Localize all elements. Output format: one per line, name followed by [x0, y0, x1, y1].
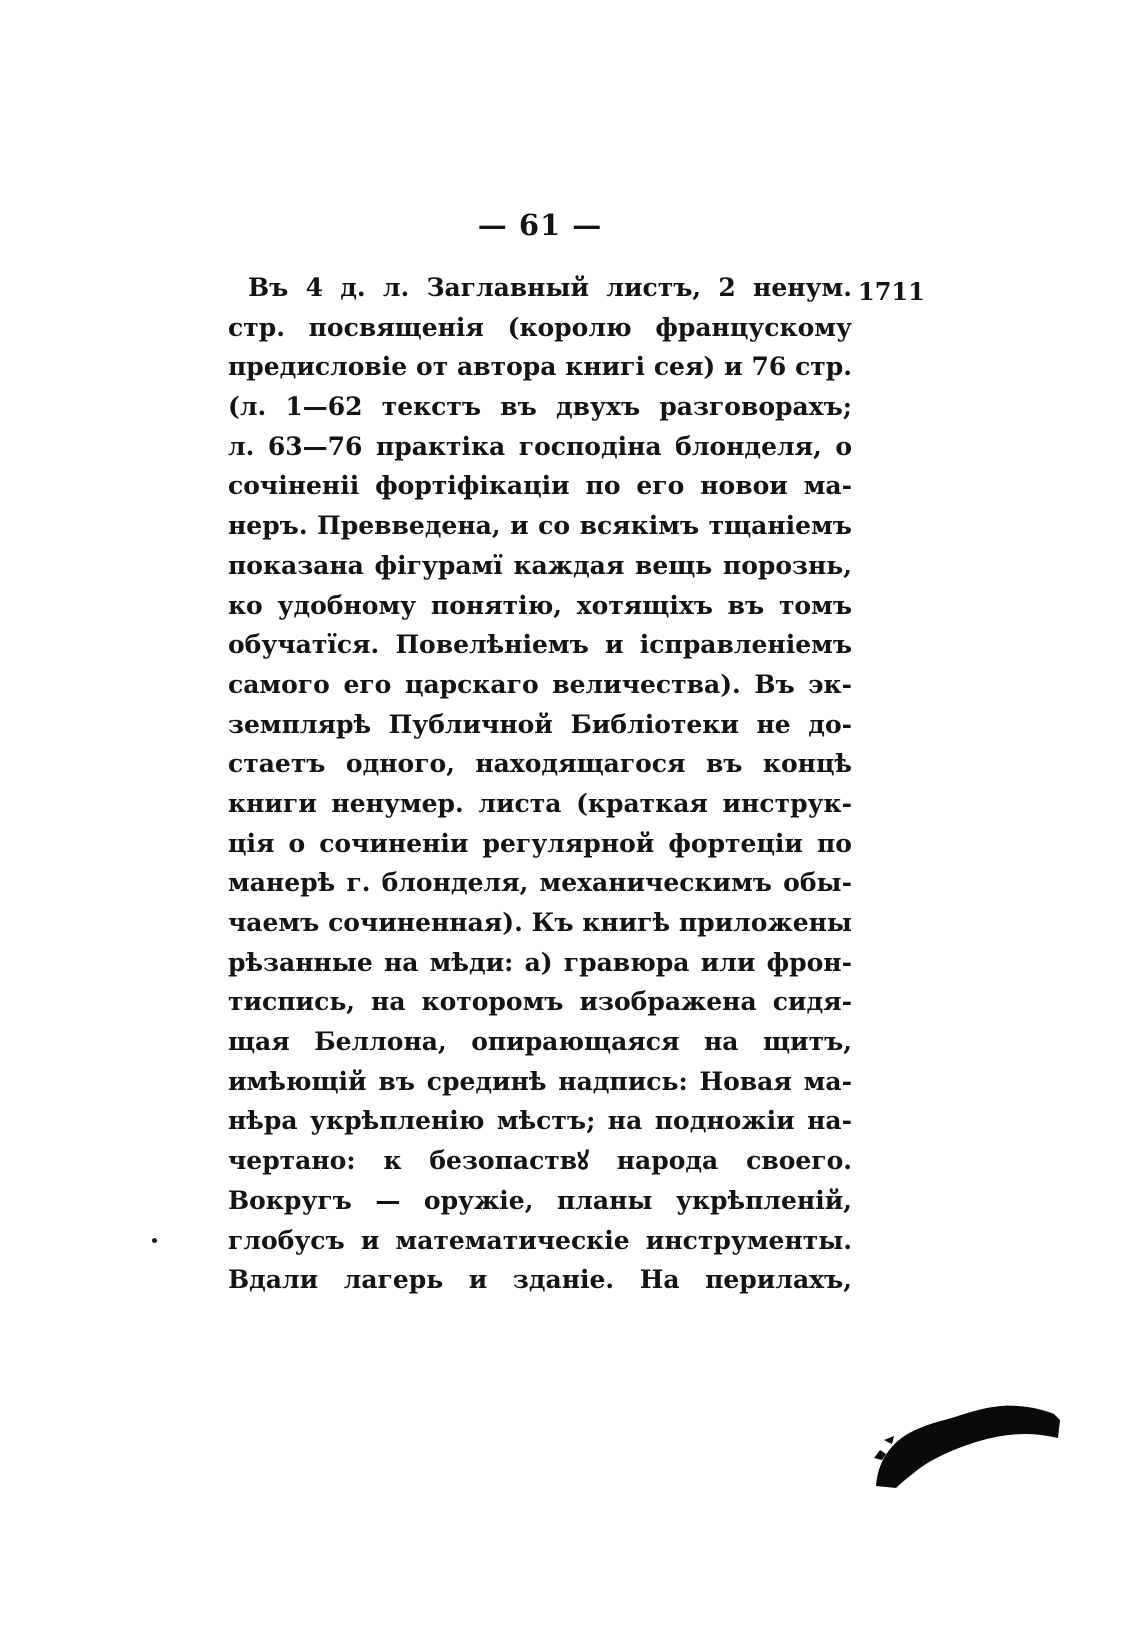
stray-ink-dot: [152, 1238, 157, 1243]
text-word: 76: [751, 352, 787, 382]
text-word: Заглавный: [426, 273, 590, 302]
text-word: Беллона,: [314, 1027, 447, 1057]
text-word: обучатїся.: [228, 630, 380, 660]
text-word: показана: [228, 550, 364, 580]
text-word: 4: [305, 273, 323, 302]
text-word: Вдали: [228, 1265, 319, 1295]
text-word: изображена: [579, 987, 757, 1017]
text-word: самого: [228, 669, 330, 699]
text-word: Вокругъ: [228, 1185, 352, 1215]
text-word: ісправленіемъ: [639, 630, 852, 660]
text-word: неръ.: [228, 511, 308, 541]
text-line: [228, 1101, 852, 1141]
text-word: регулярной: [482, 828, 655, 858]
text-word: Публичной: [388, 709, 553, 739]
text-word: на: [383, 947, 419, 977]
text-line: [228, 1062, 852, 1102]
text-word: фігурамї: [374, 550, 503, 580]
text-word: укрѣпленій,: [675, 1185, 852, 1215]
text-word: перилахъ,: [705, 1265, 852, 1295]
text-word: стр.: [795, 352, 852, 382]
text-word: тиспись,: [228, 987, 355, 1017]
text-word: до-: [808, 709, 852, 739]
text-word: земплярѣ: [228, 709, 372, 739]
text-line: [228, 387, 852, 427]
text-word: 63—76: [267, 431, 363, 461]
text-word: народа: [616, 1146, 719, 1176]
text-word: концѣ: [762, 749, 852, 779]
text-word: ція: [228, 828, 275, 858]
text-word: въ: [727, 590, 765, 620]
text-word: Библіотеки: [570, 709, 739, 739]
text-line: [228, 466, 852, 506]
text-word: чертано:: [228, 1146, 356, 1176]
text-word: господіна: [518, 431, 662, 461]
text-word: тщаніемъ: [708, 511, 852, 541]
text-word: въ: [705, 749, 743, 779]
text-line: [228, 1022, 852, 1062]
text-word: на: [371, 987, 406, 1017]
text-word: каждая: [513, 550, 625, 580]
text-line: [228, 665, 852, 705]
text-word: новои: [700, 471, 788, 501]
text-word: 2: [718, 273, 736, 302]
text-word: удобному: [277, 590, 417, 620]
text-line: [228, 586, 852, 626]
text-word: л.: [228, 431, 255, 461]
text-word: Новая: [699, 1066, 792, 1096]
text-word: фортеціи: [668, 828, 803, 858]
text-word: ненум.: [753, 273, 852, 302]
text-word: на: [703, 1027, 739, 1057]
text-line: [228, 268, 852, 308]
text-word: щитъ,: [763, 1027, 852, 1057]
text-word: и: [360, 1225, 380, 1255]
text-line: [228, 824, 852, 864]
text-word: по: [816, 828, 852, 858]
text-word: не: [756, 709, 791, 739]
text-word: надпись:: [558, 1066, 688, 1096]
text-word: срединѣ: [426, 1066, 547, 1096]
text-line: [228, 784, 852, 824]
text-word: ма-: [803, 471, 852, 501]
text-line: [228, 506, 852, 546]
text-word: посвященія: [308, 312, 484, 342]
text-line: [228, 308, 852, 348]
text-line: [228, 1181, 852, 1221]
text-word: г.: [346, 868, 371, 898]
text-word: предисловіе: [228, 352, 408, 382]
text-word: механическимъ: [539, 868, 772, 898]
text-word: инструк-: [722, 788, 852, 818]
text-word: хотящіхъ: [576, 590, 713, 620]
text-word: въ: [378, 1066, 415, 1096]
text-word: чаемъ: [228, 908, 320, 937]
text-word: стаетъ: [228, 749, 326, 779]
text-line: [228, 863, 852, 903]
text-word: На: [639, 1265, 680, 1295]
text-word: сея): [653, 352, 716, 382]
text-word: от: [416, 352, 449, 382]
text-word: зданіе.: [512, 1265, 615, 1295]
text-word: томъ: [778, 590, 852, 620]
text-word: инструменты.: [645, 1225, 852, 1255]
text-line: [228, 1141, 852, 1181]
text-word: которомъ: [421, 987, 564, 1017]
text-word: приложены: [678, 908, 852, 937]
text-line: [228, 903, 852, 943]
text-word: и: [510, 511, 529, 541]
text-word: к: [383, 1146, 402, 1176]
text-word: понятію,: [430, 590, 562, 620]
text-word: Въ: [754, 669, 795, 699]
text-word: одного,: [345, 749, 455, 779]
text-word: Въ: [248, 273, 289, 302]
text-word: мѣди:: [429, 947, 514, 977]
text-word: манерѣ: [228, 868, 336, 898]
text-word: величества).: [552, 669, 741, 699]
text-word: (королю: [507, 312, 632, 342]
text-word: порознь,: [722, 550, 852, 580]
text-word: опирающаяся: [471, 1027, 680, 1057]
text-word: блонделя,: [675, 431, 822, 461]
text-word: 1—62: [285, 392, 363, 422]
text-word: своего.: [746, 1146, 852, 1176]
text-word: обы-: [783, 868, 852, 898]
text-word: царскаго: [405, 669, 539, 699]
text-word: разговорахъ;: [659, 392, 852, 422]
text-word: на: [607, 1106, 643, 1136]
text-line: [228, 1260, 852, 1300]
text-line: [228, 744, 852, 784]
text-word: лагерь: [343, 1265, 444, 1295]
text-word: о: [288, 828, 306, 858]
text-word: щая: [228, 1027, 290, 1057]
text-line: [228, 1221, 852, 1261]
text-word: сочиненная).: [328, 908, 523, 937]
text-word: его: [636, 471, 685, 501]
text-word: гравюра: [563, 947, 690, 977]
text-word: Повелѣніемъ: [395, 630, 589, 660]
text-word: ма-: [803, 1066, 852, 1096]
text-word: двухъ: [556, 392, 641, 422]
text-word: и: [468, 1265, 488, 1295]
text-word: сочиненіи: [319, 828, 469, 858]
text-word: о: [835, 431, 852, 461]
text-line: [228, 705, 852, 745]
text-word: подножіи: [654, 1106, 795, 1136]
text-word: Къ: [531, 908, 574, 937]
text-word: ненумер.: [331, 788, 464, 818]
text-word: рѣзанные: [228, 947, 373, 977]
text-line: [228, 982, 852, 1022]
text-word: книги: [228, 788, 317, 818]
text-word: листъ,: [606, 273, 702, 302]
text-word: францускому: [655, 312, 852, 342]
text-word: Превведена,: [317, 511, 501, 541]
text-word: на-: [807, 1106, 852, 1136]
text-word: математическіе: [395, 1225, 630, 1255]
text-line: [228, 546, 852, 586]
text-word: (л.: [228, 392, 267, 422]
text-word: со: [538, 511, 571, 541]
text-word: планы: [556, 1185, 653, 1215]
text-word: оружіе,: [423, 1185, 534, 1215]
text-word: его: [343, 669, 392, 699]
text-word: листа: [478, 788, 562, 818]
ink-blot-mark: [872, 1398, 1062, 1490]
text-word: безопаствꙋ: [429, 1146, 589, 1176]
text-word: нѣра: [228, 1106, 298, 1136]
body-text: [228, 268, 852, 1300]
text-word: и: [724, 352, 743, 382]
text-word: фортіфікаціи: [375, 471, 570, 501]
text-word: книгѣ: [582, 908, 671, 937]
text-word: вещь: [634, 550, 713, 580]
text-line: [228, 347, 852, 387]
text-word: текстъ: [381, 392, 482, 422]
text-line: [228, 427, 852, 467]
text-word: фрон-: [766, 947, 852, 977]
text-word: эк-: [808, 669, 852, 699]
text-word: (краткая: [576, 788, 708, 818]
text-word: автора: [457, 352, 557, 382]
page-number: — 61 —: [477, 208, 603, 242]
text-word: по: [585, 471, 621, 501]
text-word: укрѣпленію: [310, 1106, 485, 1136]
text-word: книгі: [565, 352, 645, 382]
text-word: мѣстъ;: [496, 1106, 596, 1136]
text-word: л.: [382, 273, 410, 302]
text-word: стр.: [228, 312, 285, 342]
text-word: д.: [340, 273, 366, 302]
text-word: или: [700, 947, 756, 977]
margin-year: 1711: [858, 277, 925, 306]
text-line: [228, 943, 852, 983]
text-word: сидя-: [772, 987, 852, 1017]
text-word: находящагося: [475, 749, 686, 779]
text-word: всякімъ: [579, 511, 700, 541]
text-word: глобусъ: [228, 1225, 345, 1255]
text-word: —: [375, 1185, 401, 1215]
text-word: практіка: [375, 431, 506, 461]
text-word: ко: [228, 590, 263, 620]
text-line: [228, 625, 852, 665]
text-word: сочіненіі: [228, 471, 360, 501]
text-word: имѣющій: [228, 1066, 367, 1096]
text-word: а): [524, 947, 553, 977]
text-word: и: [605, 630, 624, 660]
text-word: въ: [500, 392, 537, 422]
text-word: блонделя,: [381, 868, 529, 898]
